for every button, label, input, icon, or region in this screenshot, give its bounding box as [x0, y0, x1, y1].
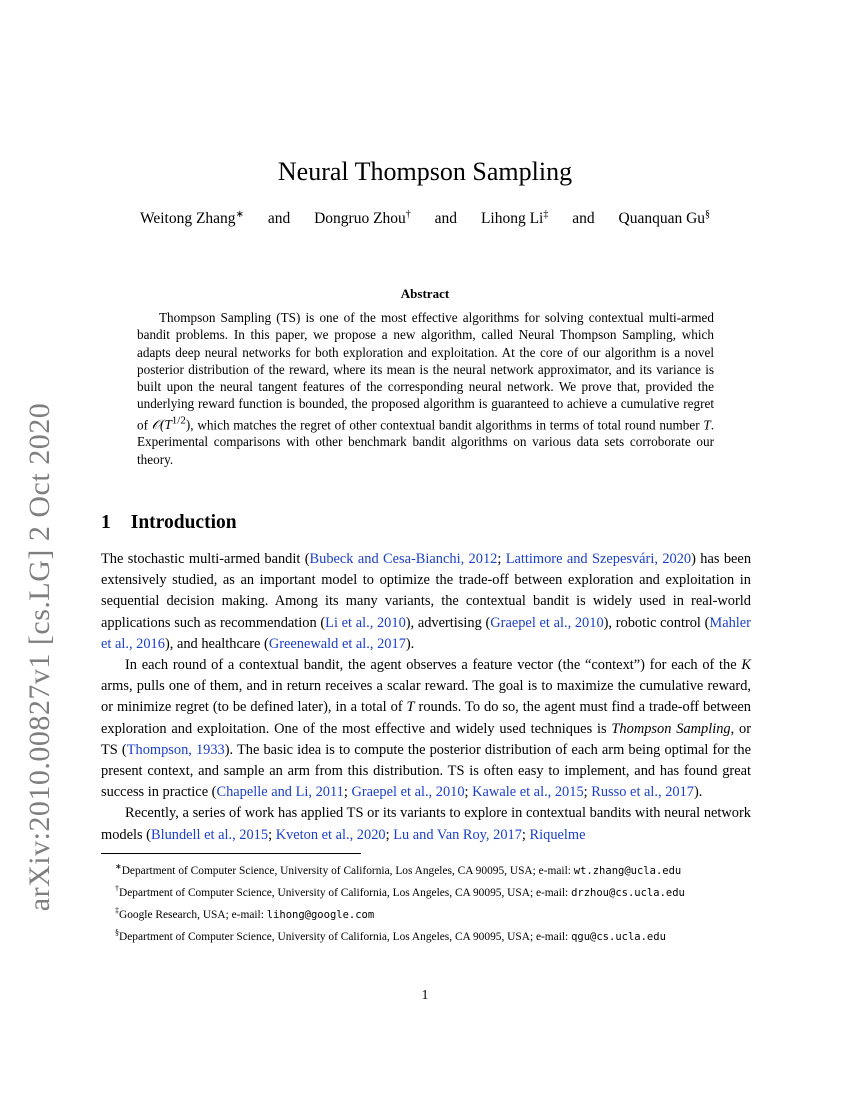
footnote — [101, 924, 751, 946]
text: ; — [464, 784, 473, 801]
footnotes — [101, 858, 751, 946]
citation-link[interactable]: Li et al., 2010 — [325, 614, 406, 631]
author-separator: and — [572, 210, 595, 228]
text: Recently, a series of work has applied TS or its variants to explore in contextual bandits with neural network models ( — [101, 805, 751, 843]
text: ; — [521, 826, 530, 843]
text: ), robotic control ( — [603, 614, 710, 631]
author-mark: † — [405, 209, 411, 220]
section-heading — [101, 512, 237, 534]
citation-link[interactable]: Kawale et al., 2015 — [472, 784, 584, 801]
citation-link[interactable]: Thompson, 1933 — [126, 741, 225, 758]
intro-body — [101, 549, 751, 846]
paragraph — [101, 549, 751, 655]
math-T: T — [406, 699, 415, 716]
footnote — [101, 858, 751, 880]
citation-link[interactable]: Graepel et al., 2010 — [351, 784, 465, 801]
citation-link[interactable]: Russo et al., 2017 — [591, 784, 694, 801]
abstract-text: Thompson Sampling (TS) is one of the most effective algorithms for solving contextual multi-armed bandit problems. In this paper, we propose a new algorithm, called Neural Thompson Sampling, which adapts deep neural networks for both exploration and exploitation. At the core of our algorithm is a novel posterior distribution of the reward, where its mean is the neural network approximator, and its variance is built upon the neural tangent features of the corresponding neural network. We prove that, provided the underlying reward function is bounded, the proposed algorithm is guaranteed to achieve a cumulative regret of — [137, 310, 714, 433]
text: ; — [343, 784, 352, 801]
arxiv-identifier: arXiv:2010.00827v1 [cs.LG] 2 Oct 2020 — [23, 402, 56, 912]
text: ; — [385, 826, 394, 843]
text: ; — [268, 826, 276, 843]
abstract-text: . Experimental comparisons with other benchmark bandit algorithms on various data sets corroborate our theory. — [137, 417, 714, 467]
citation-link[interactable]: Kveton et al., 2020 — [275, 826, 386, 843]
regret-exponent: 1/2 — [171, 414, 186, 427]
citation-link[interactable]: Graepel et al., 2010 — [490, 614, 604, 631]
math-T: T — [703, 417, 711, 433]
citation-link[interactable]: Riquelme — [529, 826, 586, 843]
author-separator: and — [267, 210, 291, 228]
text: In each round of a contextual bandit, the agent observes a feature vector (the “context”) for each of the — [125, 657, 742, 674]
regret-math: 𝒪(T — [151, 417, 172, 433]
text: ) has been extensively studied, as an important model to optimize the trade-off between exploration and exploitation in sequential decision making. Among its many variants, the contextual bandit is widely used in real-world applications such as recommendation ( — [101, 551, 752, 631]
author-list — [0, 209, 850, 228]
paragraph — [101, 655, 751, 803]
footnote-text: Department of Computer Science, University of California, Los Angeles, CA 90095, USA; e-mail: — [119, 886, 572, 899]
citation-link[interactable]: Mahler et al., 2016 — [101, 614, 751, 652]
section-number: 1 — [101, 512, 111, 533]
emphasis: Thompson Sampling — [611, 720, 731, 737]
author-separator: and — [434, 210, 458, 228]
citation-link[interactable]: Greenewald et al., 2017 — [268, 635, 406, 652]
math-K: K — [741, 657, 751, 674]
footnote-email[interactable]: qgu@cs.ucla.edu — [571, 931, 666, 944]
author-name: Dongruo Zhou — [314, 210, 406, 228]
text: rounds. To do so, the agent must find a trade-off between exploration and exploitation. One of the most effective and widely used techniques is — [101, 699, 751, 737]
footnote — [101, 880, 751, 902]
text: ; — [497, 551, 506, 567]
author-name: Quanquan Gu — [618, 210, 706, 228]
footnote-divider — [101, 853, 361, 854]
text: ). — [405, 635, 415, 652]
footnote-text: Department of Computer Science, University of California, Los Angeles, CA 90095, USA; e-mail: — [121, 864, 574, 877]
footnote — [101, 902, 751, 924]
author-name: Weitong Zhang — [139, 210, 236, 228]
section-title: Introduction — [130, 512, 237, 533]
text: ; — [583, 784, 592, 801]
citation-link[interactable]: Lu and Van Roy, 2017 — [393, 826, 522, 843]
footnote-mark: § — [115, 928, 119, 938]
footnote-text: Google Research, USA; e-mail: — [119, 908, 267, 921]
paragraph — [101, 803, 751, 845]
footnote-mark: † — [115, 884, 119, 894]
footnote-mark: ∗ — [115, 862, 122, 871]
footnote-email[interactable]: lihong@google.com — [266, 908, 375, 921]
citation-link[interactable]: Bubeck and Cesa-Bianchi, 2012 — [309, 551, 498, 567]
text: ), advertising ( — [405, 614, 491, 631]
text: ), and healthcare ( — [164, 635, 269, 652]
paper-title: Neural Thompson Sampling — [277, 157, 573, 186]
text: ). The basic idea is to compute the posterior distribution of each arm being optimal for the present context, and sample an arm from this distribution. TS is often easy to implement, and has found great success in practice ( — [101, 741, 752, 801]
regret-bound — [151, 414, 191, 433]
citation-link[interactable]: Blundell et al., 2015 — [150, 826, 269, 843]
footnote-mark: ‡ — [115, 906, 119, 916]
citation-link[interactable]: Chapelle and Li, 2011 — [216, 784, 344, 801]
abstract-text: , which matches the regret of other contextual bandit algorithms in terms of total round number — [190, 417, 704, 433]
text: arms, pulls one of them, and in return receives a scalar reward. The goal is to maximize the cumulative reward, or minimize regret (to be defined later), in a total of — [101, 678, 751, 716]
author-name: Lihong Li — [480, 210, 544, 228]
abstract-body — [137, 309, 714, 468]
footnote-email[interactable]: wt.zhang@ucla.edu — [573, 864, 682, 877]
author-mark: ∗ — [235, 209, 244, 220]
abstract-heading: Abstract — [400, 286, 450, 301]
author-mark: ‡ — [543, 209, 549, 220]
author-mark: § — [705, 209, 711, 220]
regret-close: ) — [185, 417, 191, 433]
footnote-email[interactable]: drzhou@cs.ucla.edu — [571, 886, 685, 899]
text: , or TS ( — [101, 720, 752, 758]
text: The stochastic multi-armed bandit ( — [101, 551, 310, 567]
citation-link[interactable]: Lattimore and Szepesvári, 2020 — [505, 551, 692, 567]
footnote-text: Department of Computer Science, University of California, Los Angeles, CA 90095, USA; e-mail: — [119, 931, 572, 944]
text: ). — [694, 784, 703, 801]
page-number: 1 — [421, 987, 429, 1002]
